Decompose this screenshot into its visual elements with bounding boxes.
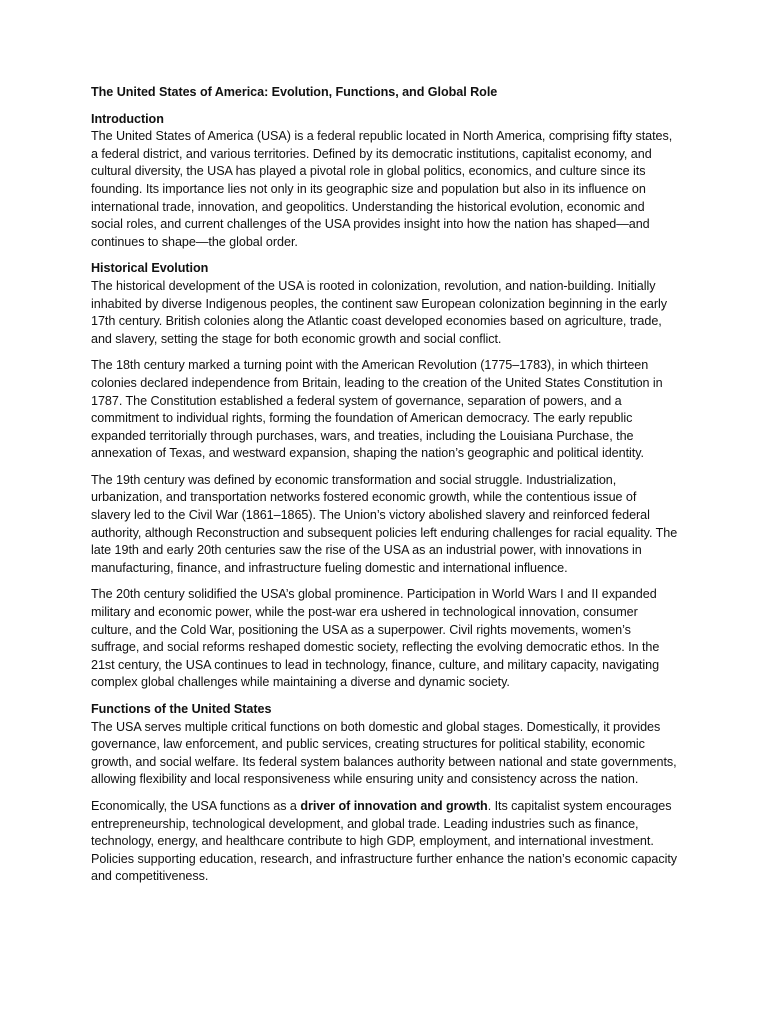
document-title: The United States of America: Evolution, Functions, and Global Role [91, 85, 498, 99]
historical-paragraph-4: The 20th century solidified the USA’s global prominence. Participation in World Wars I and II expanded military and economic power, while the post-war era ushered in technological innovation, consumer culture, and the Cold War, positioning the USA as a superpower. Civil rights movements, women’s suffrage, and social reforms reshaped domestic society, reflecting the evolving democratic ethos. In the 21st century, the USA continues to lead in technology, finance, culture, and military capacity, navigating complex global challenges while maintaining a diverse and dynamic society. [91, 587, 660, 690]
functions-paragraph-1: The USA serves multiple critical functions on both domestic and global stages. Domestically, it provides governance, law enforcement, and public services, creating structures for political stability, economic growth, and social welfare. Its federal system balances authority between national and state governments, allowing flexibility and local responsiveness while ensuring unity and consistency across the nation. [91, 719, 677, 787]
emphasis-driver-of-innovation: driver of innovation and growth [300, 798, 488, 813]
document-page [91, 84, 679, 895]
introduction-paragraph: The United States of America (USA) is a federal republic located in North America, comprising fifty states, a federal district, and various territories. Defined by its democratic institutions, capitalist economy, and cultural diversity, the USA has played a pivotal role in global politics, economics, and culture since its founding. Its importance lies not only in its geographic size and population but also in its influence on international trade, innovation, and geopolitics. Understanding the historical evolution, economic and social roles, and current challenges of the USA provides insight into how the nation has shaped—and continues to shape—the global order. [91, 129, 673, 249]
functions-paragraph-2-lead: Economically, the USA functions as a [91, 798, 301, 813]
heading-introduction: Introduction [91, 111, 164, 126]
functions-paragraph-2 [91, 798, 679, 886]
heading-functions: Functions of the United States [91, 702, 272, 716]
heading-historical-evolution: Historical Evolution [91, 261, 209, 276]
historical-paragraph-3: The 19th century was defined by economic transformation and social struggle. Industrialization, urbanization, and transportation networks fostered economic growth, while the contentious issue of slavery led to the Civil War (1861–1865). The Union’s victory abolished slavery and reinforced federal authority, although Reconstruction and subsequent policies left enduring challenges for racial equality. The late 19th and early 20th centuries saw the rise of the USA as an industrial power, with innovations in manufacturing, finance, and infrastructure fueling domestic and international influence. [91, 472, 678, 575]
functions-paragraph-2-rest: . Its capitalist system encourages entrepreneurship, technological development, and global trade. Leading industries such as finance, technology, energy, and healthcare contribute to high GDP, employment, and international investment. Policies supporting education, research, and infrastructure further enhance the nation’s economic capacity and competitiveness. [91, 798, 678, 884]
historical-paragraph-1: The historical development of the USA is rooted in colonization, revolution, and nation-building. Initially inhabited by diverse Indigenous peoples, the continent saw European colonization beginning in the early 17th century. British colonies along the Atlantic coast developed economies based on agriculture, trade, and slavery, setting the stage for both economic growth and social conflict. [91, 278, 667, 346]
historical-paragraph-2: The 18th century marked a turning point with the American Revolution (1775–1783), in which thirteen colonies declared independence from Britain, leading to the creation of the United States Constitution in 1787. The Constitution established a federal system of governance, separation of powers, and a commitment to individual rights, forming the foundation of American democracy. The early republic expanded territorially through purchases, wars, and treaties, including the Louisiana Purchase, the annexation of Texas, and westward expansion, shaping the nation’s geographic and political identity. [91, 358, 663, 461]
